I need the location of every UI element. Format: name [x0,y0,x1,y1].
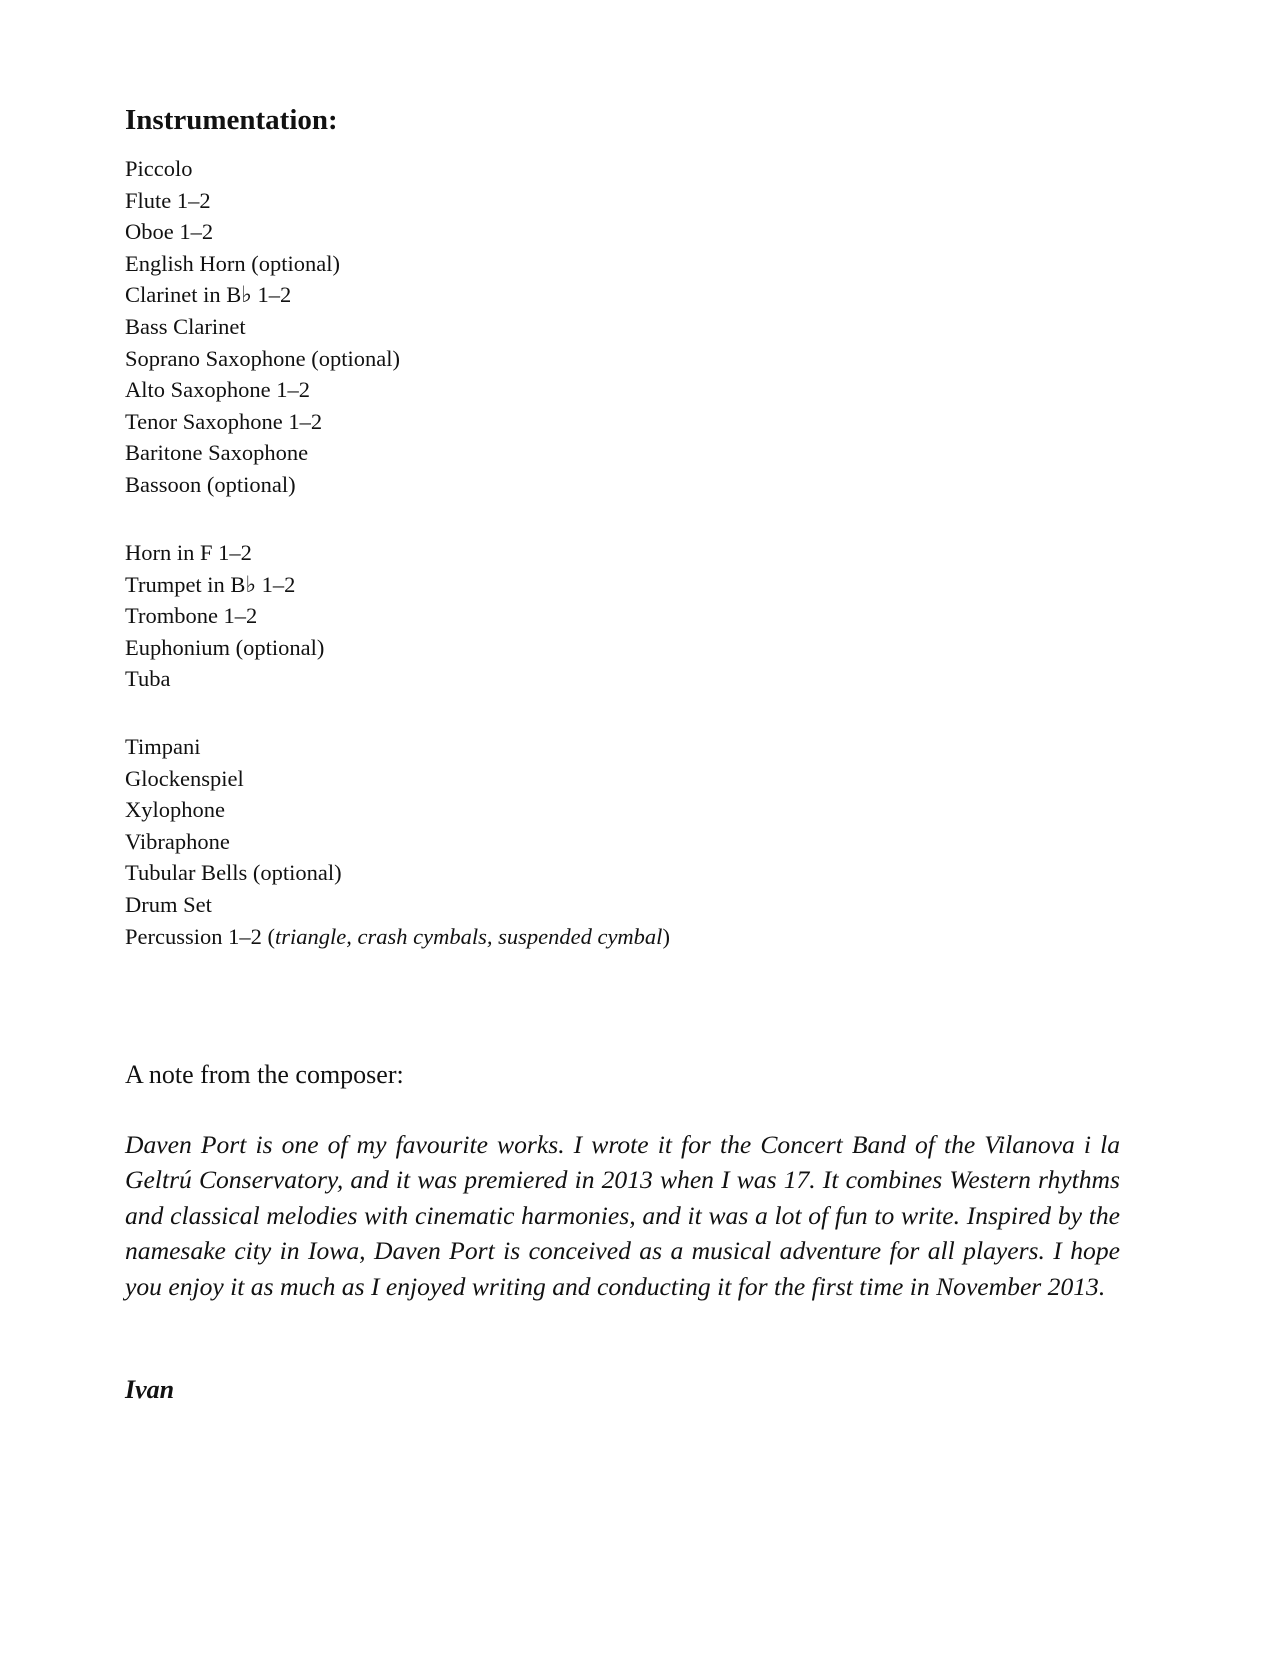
instrument-item: Euphonium (optional) [125,634,325,660]
instrument-item: Xylophone [125,797,225,823]
instrument-item: Clarinet in B♭ 1–2 [125,282,292,308]
instrument-item: Trombone 1–2 [125,603,258,629]
instrument-item: Alto Saxophone 1–2 [125,377,310,403]
instrument-item: Tubular Bells (optional) [125,860,342,886]
instrument-item: Timpani [125,734,201,759]
instrument-item: Trumpet in B♭ 1–2 [125,571,296,597]
woodwinds-list [125,153,400,501]
instrument-item: Vibraphone [125,828,230,854]
percussion-list [125,731,670,952]
composer-note-heading: A note from the composer: [125,1060,404,1089]
instrument-item-percussion [125,921,670,953]
instrument-item: Soprano Saxophone (optional) [125,345,400,371]
percussion-close-paren: ) [662,923,670,949]
percussion-detail: triangle, crash cymbals, suspended cymbal [275,923,663,949]
instrument-item: Baritone Saxophone [125,440,309,466]
instrument-item: Drum Set [125,891,212,917]
composer-note-body: Daven Port is one of my favourite works. I wrote it for the Concert Band of the Vilanova i la Geltrú Conservatory, and it was premiered in 2013 when I was 17. It combines Western rhythms and classical melodies with cinematic harmonies, and it was a lot of fun to write. Inspired by the namesake city in Iowa, Daven Port is conceived as a musical adventure for all players. I hope you enjoy it as much as I enjoyed writing and conducting it for the first time in November 2013. [125,1130,1120,1301]
instrument-item: Horn in F 1–2 [125,540,252,565]
instrument-item: Oboe 1–2 [125,219,214,245]
instrument-item: Bass Clarinet [125,313,246,339]
brass-list [125,537,324,695]
instrument-item: Bassoon (optional) [125,471,296,497]
instrument-item: Tuba [125,666,171,692]
instrumentation-heading: Instrumentation: [125,104,338,136]
percussion-name: Percussion 1–2 ( [125,923,275,949]
instrument-item: Glockenspiel [125,765,244,791]
instrument-item: Tenor Saxophone 1–2 [125,408,323,434]
composer-signature: Ivan [125,1375,175,1404]
instrument-item: Piccolo [125,156,193,181]
instrument-item: Flute 1–2 [125,187,211,213]
instrument-item: English Horn (optional) [125,250,340,276]
